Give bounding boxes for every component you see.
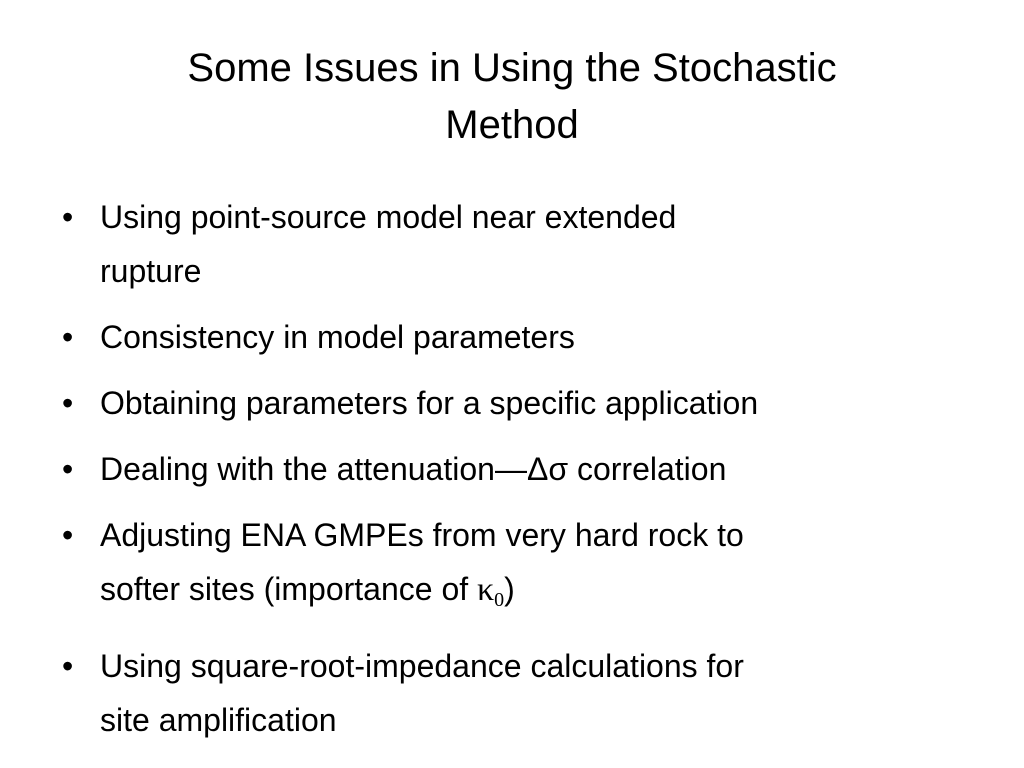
slide-title-line-2: Method: [445, 103, 579, 147]
bullet-item: [62, 190, 982, 298]
bullet-text-line-1: Using square-root-impedance calculations for: [100, 648, 744, 684]
kappa-letter: κ: [477, 571, 495, 608]
bullet-text-line-1: Obtaining parameters for a specific application: [100, 385, 759, 421]
bullet-list: [62, 190, 982, 759]
bullet-text-line-2-suffix: ): [504, 571, 515, 607]
kappa-subscript: 0: [494, 589, 505, 611]
bullet-text-line-2: rupture: [100, 253, 202, 289]
bullet-text-line-1: Adjusting ENA GMPEs from very hard rock to: [100, 517, 744, 553]
kappa-symbol: [477, 571, 505, 611]
slide-title: [110, 40, 914, 154]
bullet-item: [62, 376, 982, 430]
bullet-text-line-2-prefix: softer sites (importance of: [100, 571, 478, 607]
bullet-text-line-1: Consistency in model parameters: [100, 319, 575, 355]
slide-title-line-1: Some Issues in Using the Stochastic: [187, 46, 837, 90]
bullet-item: [62, 442, 982, 496]
bullet-item: [62, 639, 982, 747]
bullet-text-line-1: Dealing with the attenuation—Δσ correlation: [100, 451, 727, 487]
bullet-text-line-1: Using point-source model near extended: [100, 199, 677, 235]
bullet-text-line-2: site amplification: [100, 702, 337, 738]
bullet-item: [62, 310, 982, 364]
bullet-item: [62, 508, 982, 627]
